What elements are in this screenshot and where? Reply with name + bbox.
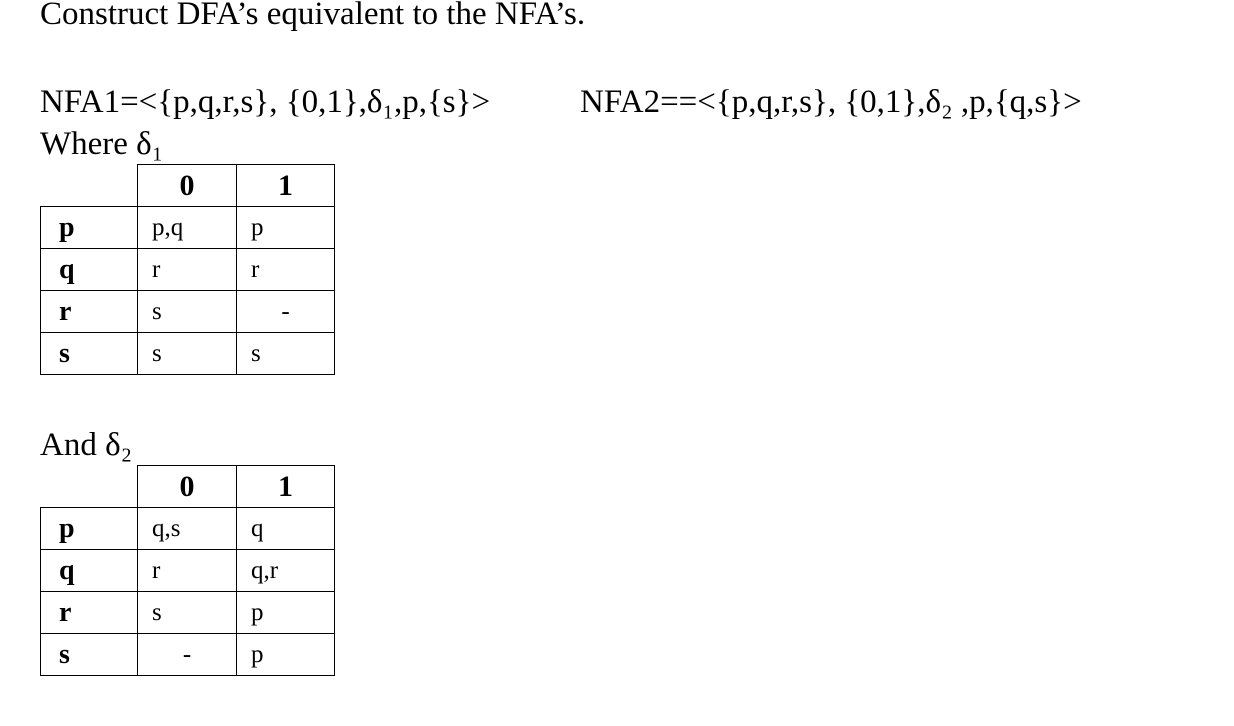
transition-on-1: q <box>237 508 335 550</box>
table-row <box>41 550 335 592</box>
transition-on-1: p <box>237 634 335 676</box>
and-delta2-label: And δ₂ <box>40 427 133 463</box>
state-cell: s <box>41 333 138 375</box>
state-cell: s <box>41 634 138 676</box>
transition-on-0: r <box>138 249 237 291</box>
table-row <box>41 333 335 375</box>
where-delta1-label: Where δ₁ <box>40 126 164 162</box>
transition-on-1: p <box>237 592 335 634</box>
delta1-transition-table <box>40 164 335 375</box>
transition-on-1: p <box>237 207 335 249</box>
state-cell: q <box>41 249 138 291</box>
transition-on-1: - <box>237 291 335 333</box>
column-header-1: 1 <box>237 165 335 207</box>
column-header-0: 0 <box>138 165 237 207</box>
table-header-row <box>41 466 335 508</box>
nfa2-definition: NFA2==<{p,q,r,s}, {0,1},δ₂ ,p,{q,s}> <box>580 84 1082 120</box>
state-cell: p <box>41 207 138 249</box>
nfa1-definition: NFA1=<{p,q,r,s}, {0,1},δ₁,p,{s}> <box>40 84 491 120</box>
table-header-row <box>41 165 335 207</box>
table-corner-cell <box>41 165 138 207</box>
transition-on-1: s <box>237 333 335 375</box>
transition-on-0: s <box>138 592 237 634</box>
state-cell: r <box>41 291 138 333</box>
transition-on-0: p,q <box>138 207 237 249</box>
state-cell: r <box>41 592 138 634</box>
transition-on-0: s <box>138 333 237 375</box>
table-row <box>41 291 335 333</box>
table-row <box>41 207 335 249</box>
table-row <box>41 508 335 550</box>
transition-on-0: q,s <box>138 508 237 550</box>
table-row <box>41 634 335 676</box>
table-row <box>41 592 335 634</box>
transition-on-0: s <box>138 291 237 333</box>
transition-on-1: q,r <box>237 550 335 592</box>
transition-on-0: r <box>138 550 237 592</box>
page-heading: Construct DFA’s equivalent to the NFA’s. <box>40 0 586 32</box>
column-header-1: 1 <box>237 466 335 508</box>
delta2-transition-table <box>40 465 335 676</box>
column-header-0: 0 <box>138 466 237 508</box>
transition-on-0: - <box>138 634 237 676</box>
transition-on-1: r <box>237 249 335 291</box>
table-row <box>41 249 335 291</box>
table-corner-cell <box>41 466 138 508</box>
state-cell: p <box>41 508 138 550</box>
state-cell: q <box>41 550 138 592</box>
